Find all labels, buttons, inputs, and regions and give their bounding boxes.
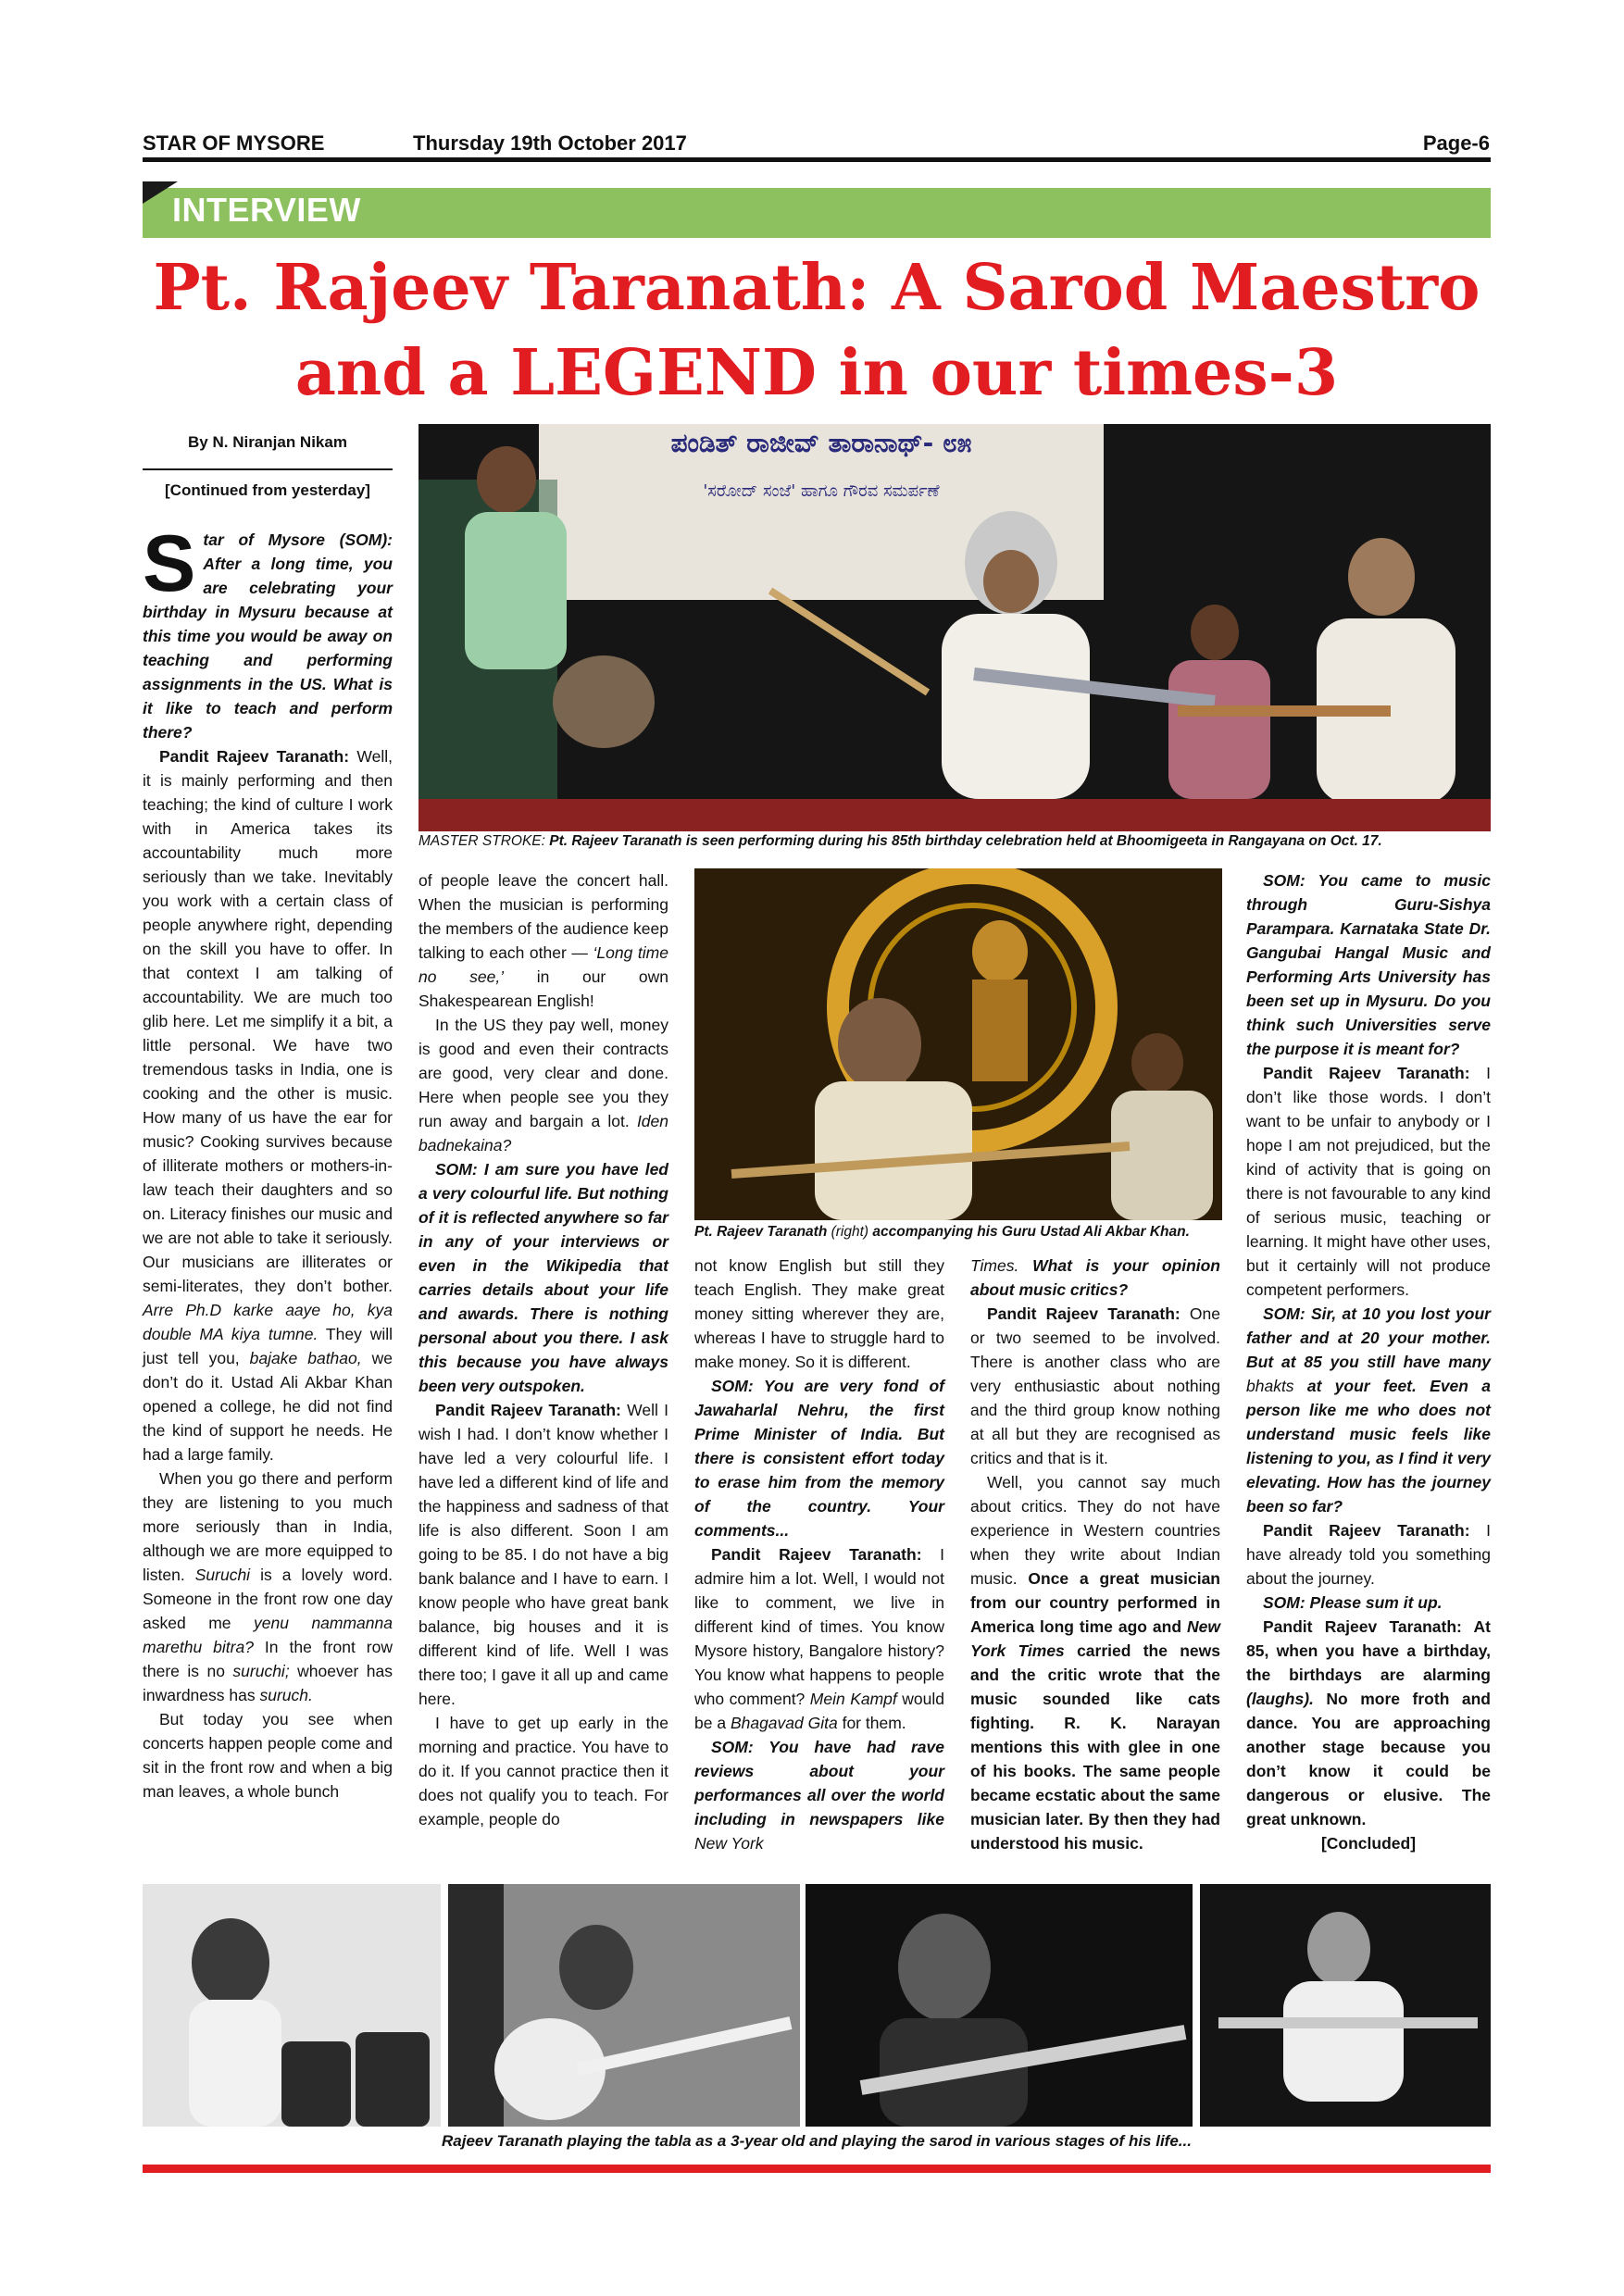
strip-photo-child-tabla [143, 1884, 441, 2127]
concert-photo-art [418, 424, 1491, 831]
headline-line-1: Pt. Rajeev Taranath: A Sarod Maestro [153, 251, 1480, 325]
section-label: INTERVIEW [172, 191, 361, 229]
strip-photo-4-art [1200, 1884, 1491, 2127]
guru-photo-caption: Pt. Rajeev Taranath (right) accompanying his Guru Ustad Ali Akbar Khan. [694, 1224, 1190, 1240]
paper-name: STAR OF MYSORE [143, 131, 325, 155]
concluded-note: [Concluded] [1320, 1834, 1417, 1853]
footer-rule [143, 2165, 1491, 2173]
kannada-banner-line-2: 'ಸರೋದ್ ಸಂಜೆ' ಹಾಗೂ ಗೌರವ ಸಮರ್ಪಣೆ [703, 481, 940, 501]
article-column-4: Times. What is your opinion about music critics? Pandit Rajeev Taranath: One or two seemed to be involved. There is another class who are very enthusiastic about nothing and the third group know nothing at all but they are recognised as critics and that is it. Well, you cannot say much about critics. They do not have experience in Western countries when they write about Indian music. Once a great musician from our country performed in America long time ago and New York Times carried the news and the critic wrote that the music sounded like cats fighting. R. K. Narayan mentions this with glee in one of his books. The same people became ecstatic about the same musician later. By then they had understood his music. [970, 1256, 1220, 1853]
kannada-banner-line-1: ಪಂಡಿತ್ ರಾಜೀವ್ ತಾರಾನಾಥ್- ೮೫ [670, 428, 972, 458]
photo-strip [143, 1884, 1491, 2127]
guru-photo-art [694, 868, 1222, 1220]
strip-photo-1-art [143, 1884, 441, 2127]
headline [143, 245, 1491, 416]
article-column-1: Star of Mysore (SOM): After a long time, you are celebrating your birthday in Mysuru because at this time you would be away on teaching and performing assignments in the US. What is it like to teach and perform there? Pandit Rajeev Taranath: Well, it is mainly performing and then teaching; the kind of culture I work with in America takes its accountability much more seriously than we take. Inevitably you work with a certain class of people anywhere right, depending on the skill you have to offer. In that context I am talking of accountability. We are much too glib here. Let me simplify it a bit, a little personal. We have two tremendous tasks in India, one is cooking and the other is music. How many of us have the ear for music? Cooking survives because of illiterate mothers or mothers-in-law teach their daughters and so on. Literacy finishes our music and we are not able to take it seriously. Our musicians are illiterates or semi-literates, they don’t bother. Arre Ph.D karke aaye ho, kya double MA kiya tumne. They will just tell you, bajake bathao, we don’t do it. Ustad Ali Akbar Khan opened a college, he did not find the kind of support he needs. He had a large family. When you go there and perform they are listening to you much more seriously than in India, although we are more equipped to listen. Suruchi is a lovely word. Someone in the front row one day asked me yenu nammanna marethu bitra? In the front row there is no suruchi; whoever has inwardness has suruch. But today you see when concerts happen people come and sit in the front row and when a big man leaves, a whole bunch [143, 519, 394, 1801]
byline-rule [143, 468, 393, 470]
page-number: Page-6 [1422, 131, 1490, 155]
concert-photo-caption: MASTER STROKE: Pt. Rajeev Taranath is seen performing during his 85th birthday celebration held at Bhoomigeeta in Rangayana on Oct. 17. [418, 833, 1382, 849]
byline: By N. Niranjan Nikam [188, 433, 347, 451]
strip-photo-middle-sarod [806, 1884, 1193, 2127]
concert-photo [418, 424, 1491, 831]
issue-date: Thursday 19th October 2017 [413, 131, 687, 155]
photo-strip-caption: Rajeev Taranath playing the tabla as a 3-year old and playing the sarod in various stages of his life... [442, 2132, 1192, 2150]
strip-photo-young-sarod [448, 1884, 800, 2127]
article-column-3: not know English but still they teach English. They make great money sitting wherever they are, whereas I have to struggle hard to make money. So it is different. SOM: You are very fond of Jawaharlal Nehru, the first Prime Minister of India. But there is consistent effort today to erase him from the memory of the country. Your comments... Pandit Rajeev Taranath: I admire him a lot. Well, I would not like to comment, we live in different kind of times. You know Mysore history, Bangalore history? You know what happens to people who comment? Mein Kampf would be a Bhagavad Gita for them. SOM: You have had rave reviews about your performances all over the world including in newspapers like New York [694, 1256, 944, 1853]
strip-photo-2-art [448, 1884, 800, 2127]
article-column-2: of people leave the concert hall. When the musician is performing the members of the audience keep talking to each other — ‘Long time no see,’ in our own Shakespearean English! In the US they pay well, money is good and even their contracts are good, very clear and done. Here when people see you they run away and bargain a lot. Iden badnekaina? SOM: I am sure you have led a very colourful life. But nothing of it is reflected anywhere so far in any of your interviews or even in the Wikipedia that carries details about your life and awards. There is nothing personal about you there. I ask this because you have always been very outspoken. Pandit Rajeev Taranath: Well I wish I had. I don’t know whether I have led a very colourful life. I have led a different kind of life and the happiness and sadness of that life is also different. Soon I am going to be 85. I do not have a big bank balance and I have to earn. I know people who have great bank balance, big houses and it is different kind of life. Well I was there too; I gave it all up and came here. I have to get up early in the morning and practice. You have to do it. If you cannot practice then it does not qualify you to teach. For example, people do [418, 871, 669, 1828]
strip-photo-3-art [806, 1884, 1193, 2127]
article-column-5: SOM: You came to music through Guru-Sishya Parampara. Karnataka State Dr. Gangubai Hangal Music and Performing Arts University has been set up in Mysuru. Do you think such Universities serve the purpose it is meant for? Pandit Rajeev Taranath: I don’t like those words. I don’t want to be unfair to anybody or I hope I am not prejudiced, but the kind of activity that is going on there is not favourable to any kind of serious music, teaching or learning. It might have other uses, but it certainly will not produce competent performers. SOM: Sir, at 10 you lost your father and at 20 your mother. But at 85 you still have many bhakts at your feet. Even a person like me who does not understand music feels like listening to you, as I find it very elevating. How has the journey been so far? Pandit Rajeev Taranath: I have already told you something about the journey. SOM: Please sum it up. Pandit Rajeev Taranath: At 85, when you have a birthday, the birthdays are alarming (laughs). No more froth and dance. You are approaching another stage because you don’t know it could be dangerous or elusive. The great unknown. [Concluded] [1246, 868, 1491, 1855]
continued-note: [Continued from yesterday] [165, 481, 370, 499]
drop-cap: S [143, 519, 196, 608]
headline-line-2: and a LEGEND in our times-3 [294, 336, 1339, 410]
guru-photo [694, 868, 1222, 1220]
strip-photo-elder-sarod [1200, 1884, 1491, 2127]
header-rule [143, 157, 1491, 162]
